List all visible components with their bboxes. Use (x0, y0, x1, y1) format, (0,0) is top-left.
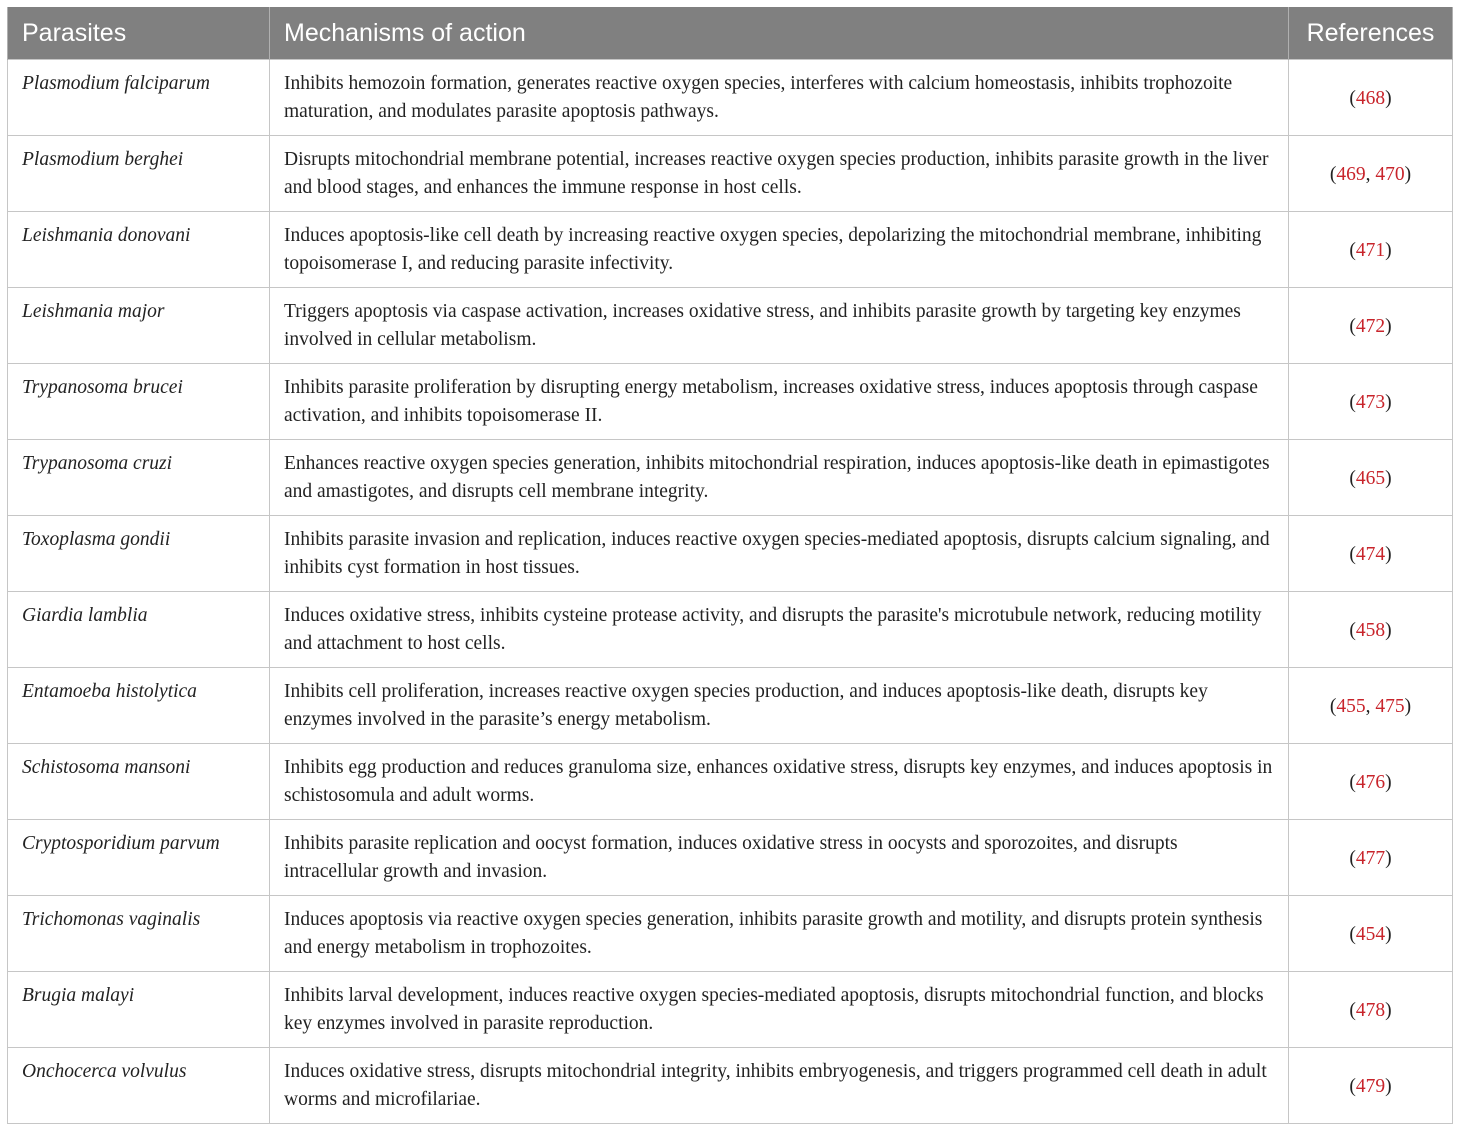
references-cell: (471) (1289, 212, 1453, 288)
parasite-name-cell: Trypanosoma cruzi (8, 440, 270, 516)
references-cell: (473) (1289, 364, 1453, 440)
table-row (8, 364, 1453, 440)
parasite-name-cell: Onchocerca volvulus (8, 1048, 270, 1124)
reference-link[interactable]: 468 (1355, 87, 1386, 109)
references-cell: (458) (1289, 592, 1453, 668)
reference-link[interactable]: 465 (1355, 467, 1386, 489)
references-cell: (479) (1289, 1048, 1453, 1124)
table-row (8, 516, 1453, 592)
mechanism-cell: Enhances reactive oxygen species generation, inhibits mitochondrial respiration, induces apoptosis-like death in epimastigotes and amastigotes, and disrupts cell membrane integrity. (270, 440, 1289, 516)
table-body (8, 60, 1453, 1124)
mechanism-cell: Induces apoptosis via reactive oxygen species generation, inhibits parasite growth and motility, and disrupts protein synthesis and energy metabolism in trophozoites. (270, 896, 1289, 972)
parasite-name-cell: Leishmania major (8, 288, 270, 364)
reference-link[interactable]: 479 (1355, 1075, 1386, 1097)
mechanism-cell: Inhibits cell proliferation, increases reactive oxygen species production, and induces apoptosis-like death, disrupts key enzymes involved in the parasite’s energy metabolism. (270, 668, 1289, 744)
parasite-name-cell: Trichomonas vaginalis (8, 896, 270, 972)
reference-link[interactable]: 478 (1355, 999, 1386, 1021)
reference-link[interactable]: 476 (1355, 771, 1386, 793)
reference-link[interactable]: 471 (1355, 239, 1386, 261)
parasite-name-cell: Plasmodium falciparum (8, 60, 270, 136)
parasite-name-cell: Entamoeba histolytica (8, 668, 270, 744)
mechanism-cell: Disrupts mitochondrial membrane potential, increases reactive oxygen species production, inhibits parasite growth in the liver and blood stages, and enhances the immune response in host cells. (270, 136, 1289, 212)
reference-link[interactable]: 477 (1355, 847, 1386, 869)
references-cell: (465) (1289, 440, 1453, 516)
parasite-name-cell: Brugia malayi (8, 972, 270, 1048)
reference-link[interactable]: 470 (1375, 163, 1405, 185)
mechanism-cell: Induces apoptosis-like cell death by increasing reactive oxygen species, depolarizing the mitochondrial membrane, inhibiting topoisomerase I, and reducing parasite infectivity. (270, 212, 1289, 288)
table-row (8, 592, 1453, 668)
parasite-name-cell: Toxoplasma gondii (8, 516, 270, 592)
reference-link[interactable]: 469 (1336, 163, 1366, 185)
table-row (8, 440, 1453, 516)
parasite-mechanisms-table (7, 7, 1453, 1124)
header-parasites: Parasites (8, 7, 270, 60)
mechanism-cell: Inhibits larval development, induces reactive oxygen species-mediated apoptosis, disrupts mitochondrial function, and blocks key enzymes involved in parasite reproduction. (270, 972, 1289, 1048)
mechanism-cell: Inhibits parasite proliferation by disrupting energy metabolism, increases oxidative stress, induces apoptosis through caspase activation, and inhibits topoisomerase II. (270, 364, 1289, 440)
table-row (8, 668, 1453, 744)
table-row (8, 820, 1453, 896)
table-row (8, 896, 1453, 972)
mechanism-cell: Triggers apoptosis via caspase activation, increases oxidative stress, and inhibits parasite growth by targeting key enzymes involved in cellular metabolism. (270, 288, 1289, 364)
mechanism-cell: Inhibits egg production and reduces granuloma size, enhances oxidative stress, disrupts key enzymes, and induces apoptosis in schistosomula and adult worms. (270, 744, 1289, 820)
parasite-name-cell: Leishmania donovani (8, 212, 270, 288)
parasite-name-cell: Giardia lamblia (8, 592, 270, 668)
references-cell: (476) (1289, 744, 1453, 820)
references-cell: (454) (1289, 896, 1453, 972)
parasite-mechanisms-table-container (7, 7, 1452, 1124)
mechanism-cell: Induces oxidative stress, inhibits cysteine protease activity, and disrupts the parasite's microtubule network, reducing motility and attachment to host cells. (270, 592, 1289, 668)
parasite-name-cell: Plasmodium berghei (8, 136, 270, 212)
mechanism-cell: Inhibits parasite invasion and replication, induces reactive oxygen species-mediated apoptosis, disrupts calcium signaling, and inhibits cyst formation in host tissues. (270, 516, 1289, 592)
table-row (8, 288, 1453, 364)
table-row (8, 744, 1453, 820)
reference-link[interactable]: 454 (1355, 923, 1386, 945)
header-row (8, 7, 1453, 60)
table-header (8, 7, 1453, 60)
reference-link[interactable]: 455 (1336, 695, 1366, 717)
mechanism-cell: Inhibits hemozoin formation, generates reactive oxygen species, interferes with calcium homeostasis, inhibits trophozoite maturation, and modulates parasite apoptosis pathways. (270, 60, 1289, 136)
mechanism-cell: Induces oxidative stress, disrupts mitochondrial integrity, inhibits embryogenesis, and triggers programmed cell death in adult worms and microfilariae. (270, 1048, 1289, 1124)
header-references: References (1289, 7, 1453, 60)
reference-link[interactable]: 475 (1375, 695, 1405, 717)
references-cell: (474) (1289, 516, 1453, 592)
reference-link[interactable]: 473 (1355, 391, 1386, 413)
references-cell: (472) (1289, 288, 1453, 364)
reference-link[interactable]: 458 (1355, 619, 1386, 641)
parasite-name-cell: Trypanosoma brucei (8, 364, 270, 440)
mechanism-cell: Inhibits parasite replication and oocyst formation, induces oxidative stress in oocysts and sporozoites, and disrupts intracellular growth and invasion. (270, 820, 1289, 896)
parasite-name-cell: Cryptosporidium parvum (8, 820, 270, 896)
references-cell: (468) (1289, 60, 1453, 136)
table-row (8, 212, 1453, 288)
table-row (8, 60, 1453, 136)
reference-link[interactable]: 472 (1355, 315, 1386, 337)
header-mechanisms: Mechanisms of action (270, 7, 1289, 60)
references-cell: (477) (1289, 820, 1453, 896)
reference-link[interactable]: 474 (1355, 543, 1386, 565)
table-row (8, 136, 1453, 212)
references-cell: (455, 475) (1289, 668, 1453, 744)
table-row (8, 1048, 1453, 1124)
references-cell: (469, 470) (1289, 136, 1453, 212)
references-cell: (478) (1289, 972, 1453, 1048)
parasite-name-cell: Schistosoma mansoni (8, 744, 270, 820)
table-row (8, 972, 1453, 1048)
